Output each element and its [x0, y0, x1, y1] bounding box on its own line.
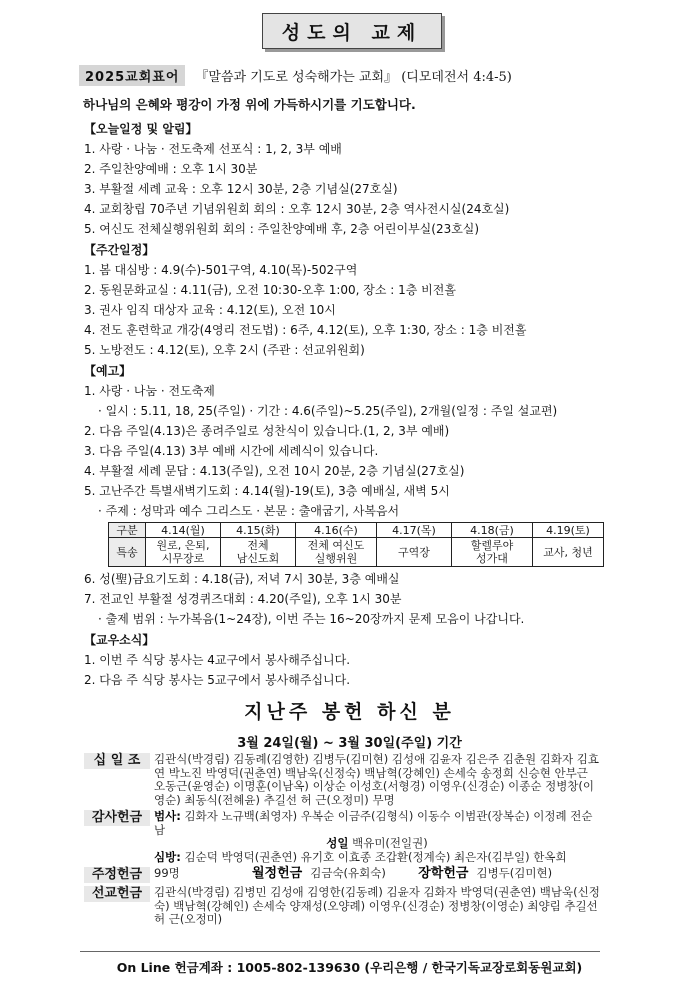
donor-names-line: 김병두(김미현): [476, 866, 553, 880]
list-item: 2. 주일찬양예배 : 오후 1시 30분: [84, 162, 258, 176]
donors-heading: 지난주 봉헌 하신 분: [244, 701, 455, 723]
donor-subtag: 심방:: [154, 849, 181, 864]
donor-names: [150, 810, 600, 864]
donor-label: 감사헌금: [84, 810, 150, 826]
table-header-cell: 4.18(금): [452, 523, 533, 538]
donor-names-line: 김금숙(유회숙): [310, 866, 386, 880]
list-item: 1. 이번 주 식당 봉사는 4교구에서 봉사해주십니다.: [84, 653, 351, 667]
list-item: 5. 노방전도 : 4.12(토), 오후 2시 (주관 : 선교위원회): [84, 343, 365, 357]
special-song-table: [108, 522, 604, 567]
table-cell: 전체 남신도회: [221, 538, 296, 567]
table-header-cell: 구분: [109, 523, 146, 538]
list-subitem: · 일시 : 5.11, 18, 25(주일) · 기간 : 4.6(주일)~5.25(주일), 2개월(일정 : 주일 설교편): [98, 404, 558, 418]
list-subitem: · 출제 범위 : 누가복음(1~24장), 이번 주는 16~20장까지 문제 모음이 나갑니다.: [98, 612, 525, 626]
donor-row-thanks: [84, 810, 600, 864]
section-heading-weekly: 【주간일정】: [84, 243, 155, 257]
list-item: 3. 다음 주일(4.13) 3부 예배 시간에 세례식이 있습니다.: [84, 444, 379, 458]
table-cell: 구역장: [377, 538, 452, 567]
list-item: 4. 교회창립 70주년 기념위원회 회의 : 오후 12시 30분, 2층 역사전시실(24호실): [84, 202, 510, 216]
list-item: 1. 봄 대심방 : 4.9(수)-501구역, 4.10(목)-502구역: [84, 263, 358, 277]
table-header-cell: 4.17(목): [377, 523, 452, 538]
motto-text: 『말씀과 기도로 성숙해가는 교회』 (디모데전서 4:4-5): [195, 69, 512, 85]
list-item: 1. 사랑 · 나눔 · 전도축제 선포식 : 1, 2, 3부 예배: [84, 142, 342, 156]
church-motto: [79, 65, 619, 85]
donor-row-tithe: [84, 753, 600, 807]
donor-subtag: 성일: [326, 836, 349, 850]
donor-label: 선교헌금: [84, 886, 150, 902]
list-item: 5. 여신도 전체실행위원회 회의 : 주일찬양예배 후, 2층 어린이부실(23호실): [84, 222, 480, 236]
list-item: 1. 사랑 · 나눔 · 전도축제: [84, 384, 215, 398]
donor-names-line: 김화자 노규백(최영자) 우복순 이금주(김형식) 이동수 이범관(장복순) 이정례 전순남: [154, 809, 593, 837]
list-item: 3. 권사 임직 대상자 교육 : 4.12(토), 오전 10시: [84, 303, 336, 317]
list-item: 2. 동원문화교실 : 4.11(금), 오전 10:30-오후 1:00, 장소 : 1층 비전홀: [84, 283, 456, 297]
table-cell: 교사, 청년: [533, 538, 604, 567]
table-cell: 전체 여신도 실행위원: [296, 538, 377, 567]
list-item: 2. 다음 주 식당 봉사는 5교구에서 봉사해주십니다.: [84, 673, 351, 687]
donor-names: 김관식(박경림) 김병민 김성애 김영한(김동례) 김윤자 김화자 박영덕(권춘연) 백남욱(신정숙) 백남혁(강혜인) 손세숙 양재성(오양례) 이영우(신경순) 정병창(이영순) 최양림 추길선 허 근(오정미): [154, 885, 600, 926]
donor-row-weekly: [84, 867, 600, 883]
donor-label: 장학헌금: [418, 866, 469, 881]
donor-row-mission: [84, 886, 600, 927]
donor-names-line: 김순덕 박영덕(권춘연) 유기호 이효종 조갑환(정계숙) 최은자(김부일) 한옥희: [184, 849, 567, 864]
donor-count: 99명: [154, 866, 180, 880]
table-header-cell: 4.16(수): [296, 523, 377, 538]
table-cell: 원로, 은퇴, 시무장로: [146, 538, 221, 567]
divider: [80, 951, 600, 952]
table-header-cell: 4.15(화): [221, 523, 296, 538]
bulletin-title: 성도의 교제: [262, 13, 442, 49]
section-heading-member: 【교우소식】: [84, 633, 155, 647]
list-item: 4. 부활절 세례 문답 : 4.13(주일), 오전 10시 20분, 2층 기념실(27호실): [84, 464, 465, 478]
donor-list: [84, 753, 600, 930]
table-cell: 특송: [109, 538, 146, 567]
donor-label: 십 일 조: [84, 753, 150, 769]
donor-names-line: 백유미(전일권): [352, 836, 428, 850]
list-item: 5. 고난주간 특별새벽기도회 : 4.14(월)-19(토), 3층 예배실, 새벽 5시: [84, 484, 450, 498]
donor-label: 주정헌금: [84, 867, 150, 883]
donor-subtag: 범사:: [154, 809, 181, 823]
donor-names: 김관식(박경림) 김동례(김영한) 김병두(김미현) 김성애 김윤자 김은주 김춘원 김화자 김효연 박노진 박영덕(권춘연) 백남욱(신정숙) 백남혁(강혜인) 손세숙 송정희 신승현 안부근 오동근(윤영순) 이명훈(이남옥) 이상순 이성호(서형경) 이영우(신경순) 이종순 정병창(이영순) 최동식(전혜윤) 추길선 허 근(오정미) 무명: [154, 752, 599, 807]
online-account: On Line 헌금계좌 : 1005-802-139630 (우리은행 / 한국기독교장로회동원교회): [116, 960, 583, 975]
list-item: 7. 전교인 부활절 성경퀴즈대회 : 4.20(주일), 오후 1시 30분: [84, 592, 402, 606]
list-item: 2. 다음 주일(4.13)은 종려주일로 성찬식이 있습니다.(1, 2, 3부 예배): [84, 424, 450, 438]
table-header-cell: 4.14(월): [146, 523, 221, 538]
table-cell: 할렐루야 성가대: [452, 538, 533, 567]
motto-tag: 2025교회표어: [79, 65, 185, 86]
list-subitem: · 주제 : 성막과 예수 그리스도 · 본문 : 출애굽기, 사복음서: [98, 504, 400, 518]
table-header-cell: 4.19(토): [533, 523, 604, 538]
list-item: 4. 전도 훈련학교 개강(4영리 전도법) : 6주, 4.12(토), 오후 1:30, 장소 : 1층 비전홀: [84, 323, 527, 337]
prayer-line: 하나님의 은혜와 평강이 가정 위에 가득하시기를 기도합니다.: [83, 97, 416, 112]
donor-label: 월정헌금: [252, 866, 303, 881]
donor-names: [150, 867, 600, 883]
announcements: [84, 118, 684, 690]
section-heading-today: 【오늘일정 및 알림】: [84, 122, 198, 136]
section-heading-notice: 【예고】: [84, 364, 132, 378]
list-item: 6. 성(聖)금요기도회 : 4.18(금), 저녁 7시 30분, 3층 예배실: [84, 572, 400, 586]
donors-period: 3월 24일(월) ~ 3월 30일(주일) 기간: [237, 736, 462, 751]
list-item: 3. 부활절 세례 교육 : 오후 12시 30분, 2층 기념실(27호실): [84, 182, 398, 196]
